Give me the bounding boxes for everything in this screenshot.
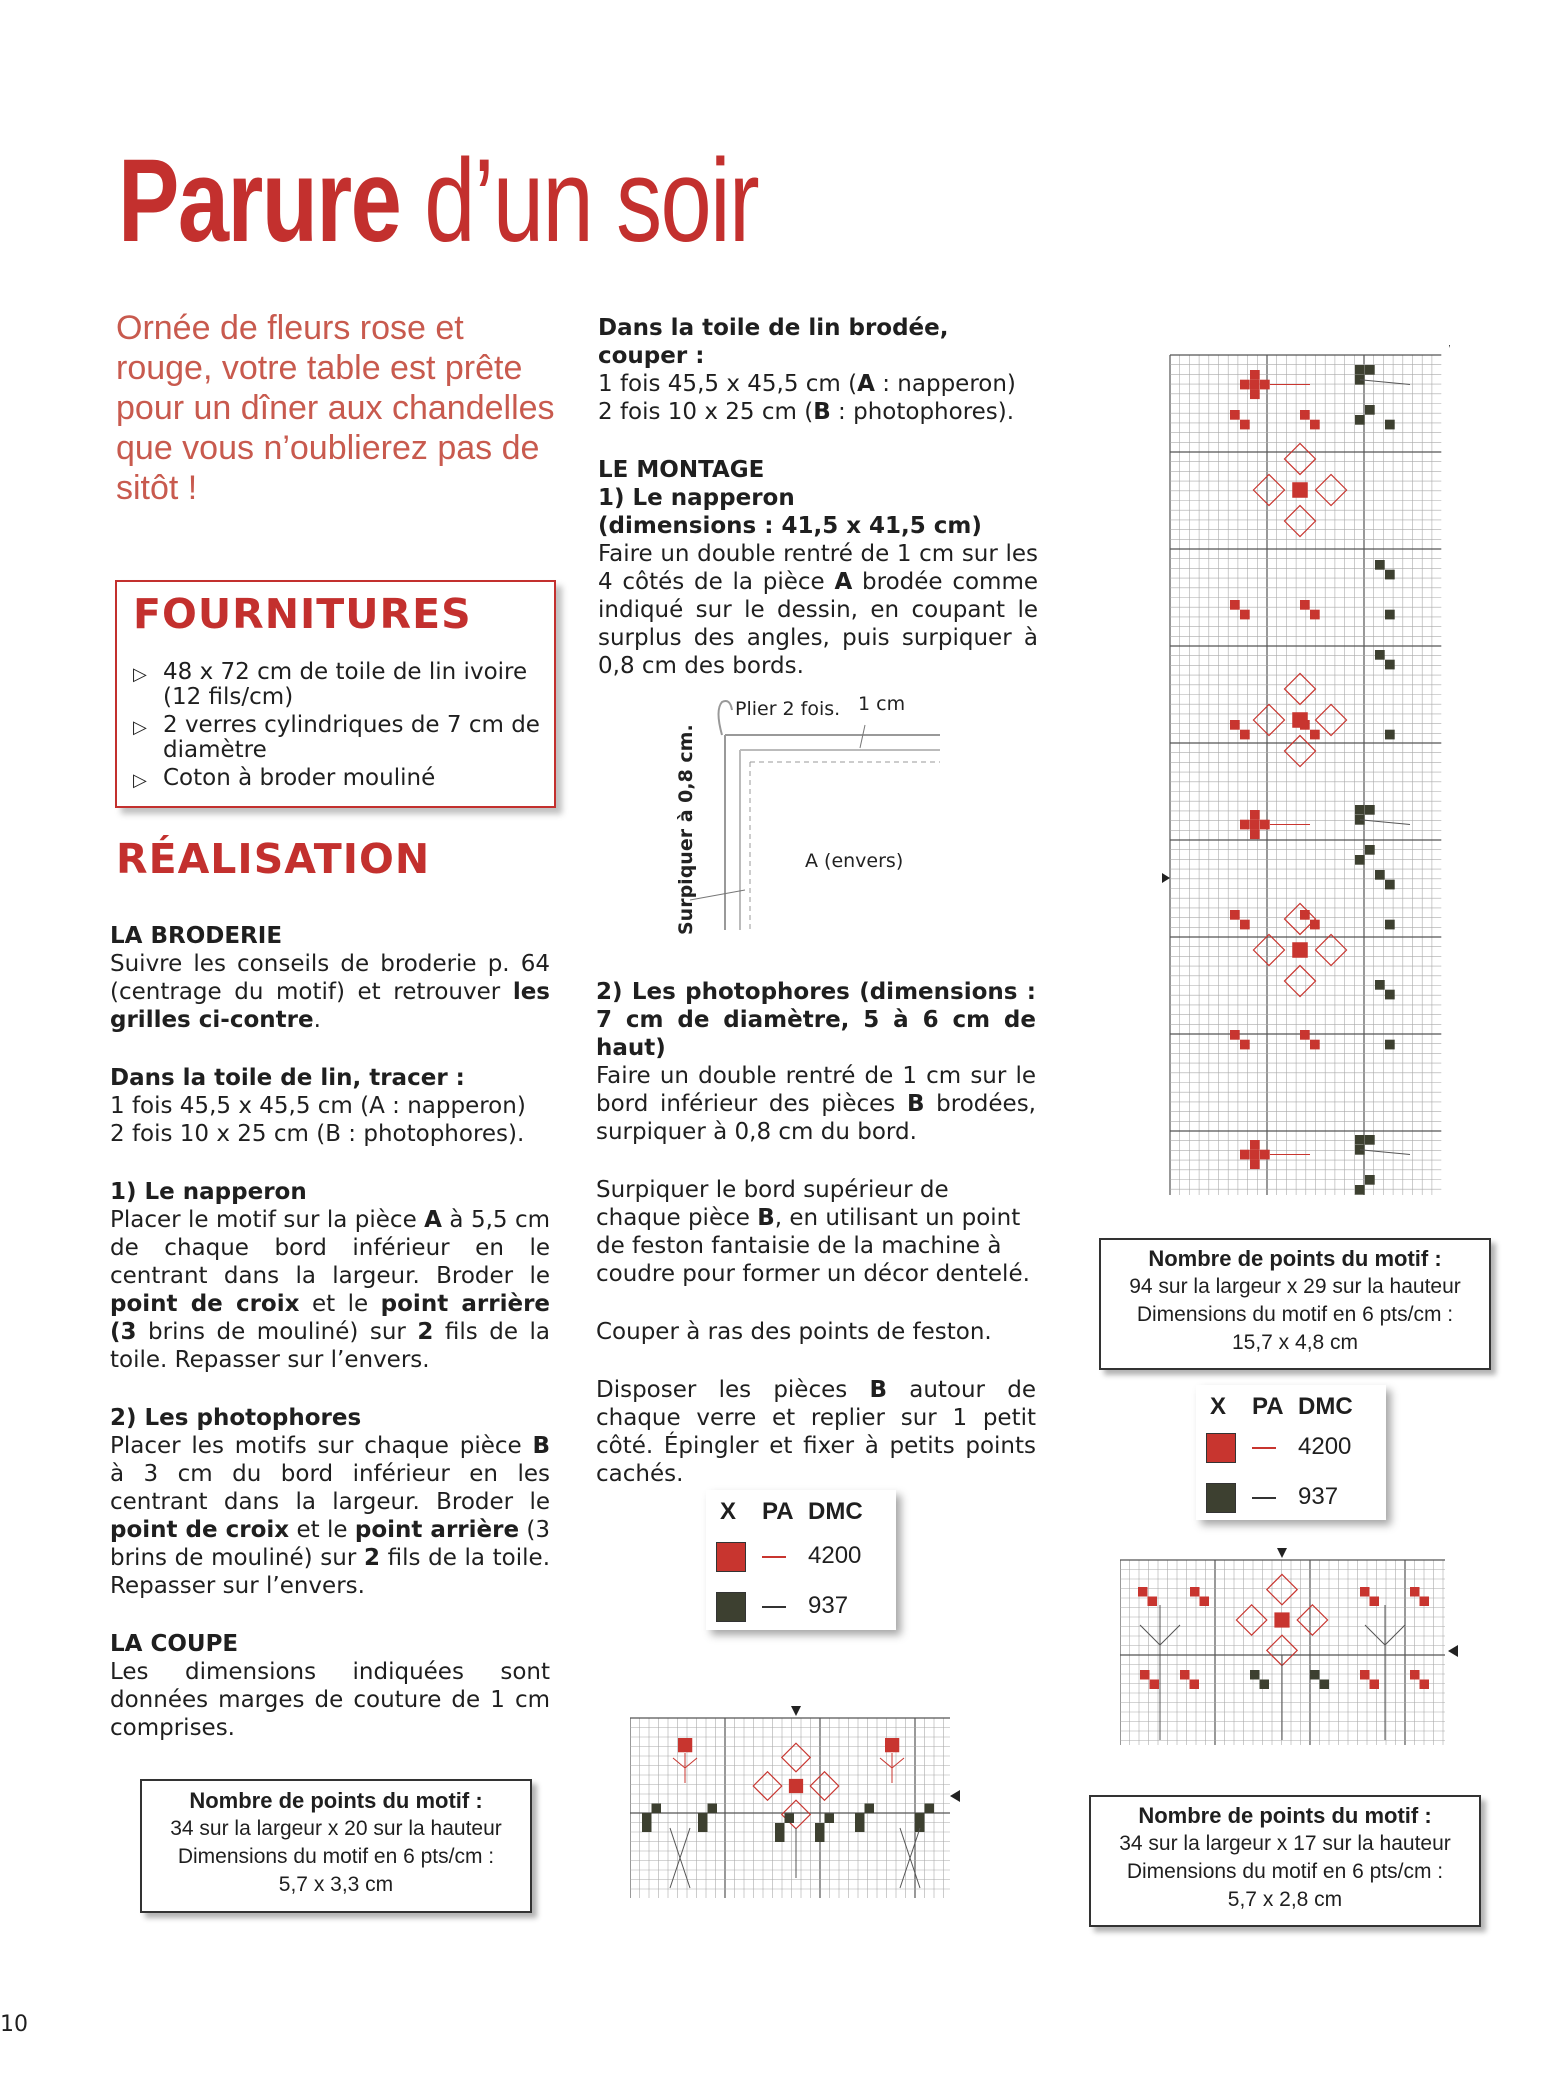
stitch-red xyxy=(1240,730,1250,740)
flower-center xyxy=(1274,1612,1289,1627)
column-left xyxy=(110,922,550,1772)
stitch-red xyxy=(1180,1670,1190,1680)
stitch-dark xyxy=(1355,855,1365,865)
column-middle-lower xyxy=(596,978,1036,1518)
stitch-dark xyxy=(1375,980,1385,990)
center-marker-icon xyxy=(950,1790,960,1802)
stitch-dark xyxy=(815,1823,825,1833)
stitch-count-box-left: Nombre de points du motif : 34 sur la largeur x 20 sur la hauteur Dimensions du motif en 6 pts/cm : 5,7 x 3,3 cm xyxy=(140,1779,532,1913)
stitch-dark xyxy=(1355,415,1365,425)
stitch-red xyxy=(1260,380,1270,390)
stitch-red xyxy=(1300,1030,1310,1040)
swatch-dark xyxy=(1206,1483,1236,1513)
stitch-dark xyxy=(1385,730,1395,740)
stitch-red xyxy=(1150,1680,1160,1690)
stitch-dark xyxy=(1385,1040,1395,1050)
swatch-red xyxy=(1206,1433,1236,1463)
diagram-envers-label: A (envers) xyxy=(805,850,904,872)
center-marker-icon xyxy=(1162,873,1170,883)
stitch-dark xyxy=(642,1813,652,1823)
stitch-red xyxy=(1410,1587,1420,1597)
stitch-dark xyxy=(1365,845,1375,855)
photophores-montage-section: 2) Les photophores (dimensions : 7 cm de diamètre, 5 à 6 cm de haut) Faire un double rentré de 1 cm sur le bord inférieur des pièces B brodées, surpiquer à 0,8 cm du bord. xyxy=(596,979,1036,1145)
fold-diagram xyxy=(660,680,950,940)
page-number: 10 xyxy=(0,2012,28,2037)
stitch-red xyxy=(1370,1680,1380,1690)
column-middle xyxy=(598,314,1038,710)
stitch-dark xyxy=(825,1814,835,1824)
bullet-icon: ▷ xyxy=(133,717,147,738)
list-item: ▷ 2 verres cylindriques de 7 cm de diamètre xyxy=(133,712,540,763)
photophores-section: 2) Les photophores Placer les motifs sur chaque pièce B à 3 cm du bord inférieur en les centrant dans la largeur. Broder le point de croix et le point arrière (3 brins de mouliné) sur 2 fils de la toile. Repasser sur l’envers. xyxy=(110,1405,551,1599)
stitch-red xyxy=(1230,1030,1240,1040)
flower-center xyxy=(1292,942,1308,958)
stitch-red xyxy=(1310,730,1320,740)
photophores-heading: 2) Les photophores xyxy=(110,1405,362,1431)
stitch-red xyxy=(1240,420,1250,430)
stitch-red xyxy=(1300,910,1310,920)
fournitures-box xyxy=(115,580,556,808)
stitch-red xyxy=(1138,1587,1148,1597)
center-marker-icon xyxy=(791,1706,801,1716)
stitch-dark xyxy=(1375,650,1385,660)
napperon-section: 1) Le napperon Placer le motif sur la pièce A à 5,5 cm de chaque bord inférieur en le centrant dans la largeur. Broder le point de croix et le point arrière (3 brins de mouliné) sur 2 fils de la toile. Repasser sur l’envers. xyxy=(110,1179,551,1373)
stitch-dark xyxy=(1355,1135,1365,1145)
stitch-dark xyxy=(855,1813,865,1823)
fournitures-heading: FOURNITURES xyxy=(133,590,472,638)
stitch-dark xyxy=(698,1813,708,1823)
diagram-cm-label: 1 cm xyxy=(858,693,906,715)
couper-ras-section: Couper à ras des points de feston. xyxy=(596,1319,992,1345)
stitch-red xyxy=(1310,420,1320,430)
stitch-dark xyxy=(1375,560,1385,570)
stitch-dark xyxy=(1260,1680,1270,1690)
stitch-dark xyxy=(1385,880,1395,890)
stitch-red xyxy=(1300,720,1310,730)
stitch-red xyxy=(1260,820,1270,830)
stitch-red xyxy=(1190,1587,1200,1597)
stitch-red xyxy=(1250,810,1260,820)
cross-stitch-grid-napperon xyxy=(1160,310,1450,1205)
stitch-red xyxy=(678,1738,692,1752)
coupe-heading: LA COUPE xyxy=(110,1631,239,1657)
stitch-red xyxy=(1240,1150,1250,1160)
stitch-dark xyxy=(1385,610,1395,620)
stitch-red xyxy=(1360,1670,1370,1680)
page-title xyxy=(118,135,759,267)
stitch-count-box-right-bottom: Nombre de points du motif : 34 sur la largeur x 17 sur la hauteur Dimensions du motif en 6 pts/cm : 5,7 x 2,8 cm xyxy=(1089,1795,1481,1927)
stitch-dark xyxy=(1355,805,1365,815)
tracer-heading: Dans la toile de lin, tracer : xyxy=(110,1065,465,1091)
stitch-dark xyxy=(1375,870,1385,880)
stitch-red xyxy=(1240,610,1250,620)
stitch-red xyxy=(1420,1680,1430,1690)
broderie-heading: LA BRODERIE xyxy=(110,923,283,949)
photophores-montage-heading: 2) Les photophores (dimensions : 7 cm de diamètre, 5 à 6 cm de haut) xyxy=(596,979,1036,1061)
stitch-red xyxy=(1420,1597,1430,1607)
stitch-dark xyxy=(698,1823,708,1833)
stitch-red xyxy=(1240,1040,1250,1050)
stitch-red xyxy=(1360,1587,1370,1597)
fold-arrow-icon xyxy=(719,701,733,735)
fournitures-list xyxy=(133,660,543,794)
stitch-red xyxy=(1230,910,1240,920)
stitch-dark xyxy=(1385,570,1395,580)
diagram-surpiquer-label: Surpiquer à 0,8 cm. xyxy=(675,724,697,935)
list-item: ▷ 48 x 72 cm de toile de lin ivoire (12 fils/cm) xyxy=(133,659,528,710)
stitch-dark xyxy=(1365,1135,1375,1145)
swatch-red xyxy=(716,1542,746,1572)
stitch-dark xyxy=(1320,1680,1330,1690)
diagram-fold-label: Plier 2 fois. xyxy=(735,698,841,720)
stitch-red xyxy=(1300,600,1310,610)
stitch-red xyxy=(1250,1150,1260,1160)
couper-heading: Dans la toile de lin brodée, couper : xyxy=(598,315,949,369)
couper-section: Dans la toile de lin brodée, couper : 1 fois 45,5 x 45,5 cm (A : napperon) 2 fois 10 x 25 cm (B : photophores). xyxy=(598,314,1038,426)
stitch-dark xyxy=(775,1833,785,1843)
stitch-red xyxy=(1250,820,1260,830)
stitch-red xyxy=(1260,1150,1270,1160)
stitch-red xyxy=(1200,1597,1210,1607)
stitch-red xyxy=(1240,920,1250,930)
grid-lines xyxy=(1170,355,1441,1195)
stitch-count-box-right-top: Nombre de points du motif : 94 sur la largeur x 29 sur la hauteur Dimensions du motif en 6 pts/cm : 15,7 x 4,8 cm xyxy=(1099,1238,1491,1370)
stitch-dark xyxy=(1310,1670,1320,1680)
stitch-dark xyxy=(815,1833,825,1843)
title-bold: Parure xyxy=(118,135,401,267)
stitch-red xyxy=(1250,389,1260,399)
stitch-dark xyxy=(1365,365,1375,375)
bullet-icon: ▷ xyxy=(133,664,147,685)
cross-stitch-grid-photophore-2 xyxy=(1120,1545,1460,1755)
thread-legend-right: X PA DMC 4200 937 xyxy=(1196,1385,1386,1520)
stitch-red xyxy=(1230,410,1240,420)
feston-section: Surpiquer le bord supérieur de chaque pièce B, en utilisant un point de feston fantaisie de la machine à coudre pour former un décor dentelé. xyxy=(596,1177,1030,1287)
stitch-red xyxy=(1240,820,1250,830)
stitch-red xyxy=(1410,1670,1420,1680)
stitch-red xyxy=(1310,920,1320,930)
stitch-dark xyxy=(1385,660,1395,670)
stitch-red xyxy=(1310,1040,1320,1050)
center-marker-icon xyxy=(1449,345,1450,354)
disposer-section: Disposer les pièces B autour de chaque verre et replier sur 1 petit côté. Épingler et fixer à petits points cachés. xyxy=(596,1377,1036,1487)
stitch-dark xyxy=(915,1813,925,1823)
stitch-red xyxy=(1250,829,1260,839)
center-marker-icon xyxy=(1277,1548,1287,1558)
stitch-dark xyxy=(1250,1670,1260,1680)
montage-heading: LE MONTAGE xyxy=(598,457,765,483)
list-item: ▷ Coton à broder mouliné xyxy=(133,765,436,791)
stitch-red xyxy=(1310,610,1320,620)
stitch-red xyxy=(1230,600,1240,610)
stitch-red xyxy=(1240,380,1250,390)
stitch-dark xyxy=(1385,420,1395,430)
bullet-icon: ▷ xyxy=(133,770,147,791)
flower-center xyxy=(1292,482,1308,498)
stitch-dark xyxy=(855,1823,865,1833)
flower-center xyxy=(789,1779,803,1793)
stitch-dark xyxy=(925,1804,935,1814)
stitch-red xyxy=(1300,410,1310,420)
stitch-dark xyxy=(1385,920,1395,930)
stitch-red xyxy=(1148,1597,1158,1607)
stitch-dark xyxy=(865,1804,875,1814)
center-marker-icon xyxy=(1448,1645,1458,1657)
stitch-dark xyxy=(652,1804,662,1814)
stitch-dark xyxy=(1365,1175,1375,1185)
stitch-red xyxy=(1250,370,1260,380)
stitch-red xyxy=(885,1738,899,1752)
stitch-dark xyxy=(708,1804,718,1814)
stitch-dark xyxy=(785,1814,795,1824)
coupe-section: LA COUPE Les dimensions indiquées sont données marges de couture de 1 cm comprises. xyxy=(110,1631,550,1741)
stitch-red xyxy=(1140,1670,1150,1680)
stitch-dark xyxy=(642,1823,652,1833)
stitch-dark xyxy=(1365,805,1375,815)
stitch-dark xyxy=(1355,365,1365,375)
stitch-dark xyxy=(915,1823,925,1833)
stitch-red xyxy=(1250,380,1260,390)
thread-legend-middle: X PA DMC 4200 937 xyxy=(706,1490,896,1630)
stitch-dark xyxy=(775,1823,785,1833)
broderie-section: LA BRODERIE Suivre les conseils de broderie p. 64 (centrage du motif) et retrouver les grilles ci-contre. xyxy=(110,923,550,1033)
stitch-red xyxy=(1370,1597,1380,1607)
montage-section: LE MONTAGE 1) Le napperon (dimensions : 41,5 x 41,5 cm) Faire un double rentré de 1 cm sur les 4 côtés de la pièce A brodée comme indiqué sur le dessin, en coupant le surplus des angles, puis surpiquer à 0,8 cm des bords. xyxy=(598,457,1038,679)
swatch-dark xyxy=(716,1592,746,1622)
title-light: d’un soir xyxy=(424,135,759,267)
napperon-heading: 1) Le napperon xyxy=(110,1179,307,1205)
realisation-heading: RÉALISATION xyxy=(116,835,431,883)
stitch-dark xyxy=(1385,990,1395,1000)
tracer-section: Dans la toile de lin, tracer : 1 fois 45,5 x 45,5 cm (A : napperon) 2 fois 10 x 25 cm (B : photophores). xyxy=(110,1064,550,1148)
stitch-red xyxy=(1190,1680,1200,1690)
stitch-dark xyxy=(1355,1185,1365,1195)
stitch-red xyxy=(1250,1159,1260,1169)
intro-text: Ornée de fleurs rose et rouge, votre table est prête pour un dîner aux chandelles que vous n’oublierez pas de sitôt ! xyxy=(116,309,555,507)
stitch-red xyxy=(1250,1140,1260,1150)
stitch-red xyxy=(1230,720,1240,730)
stitch-dark xyxy=(1365,405,1375,415)
cross-stitch-grid-photophore-1 xyxy=(630,1698,960,1903)
